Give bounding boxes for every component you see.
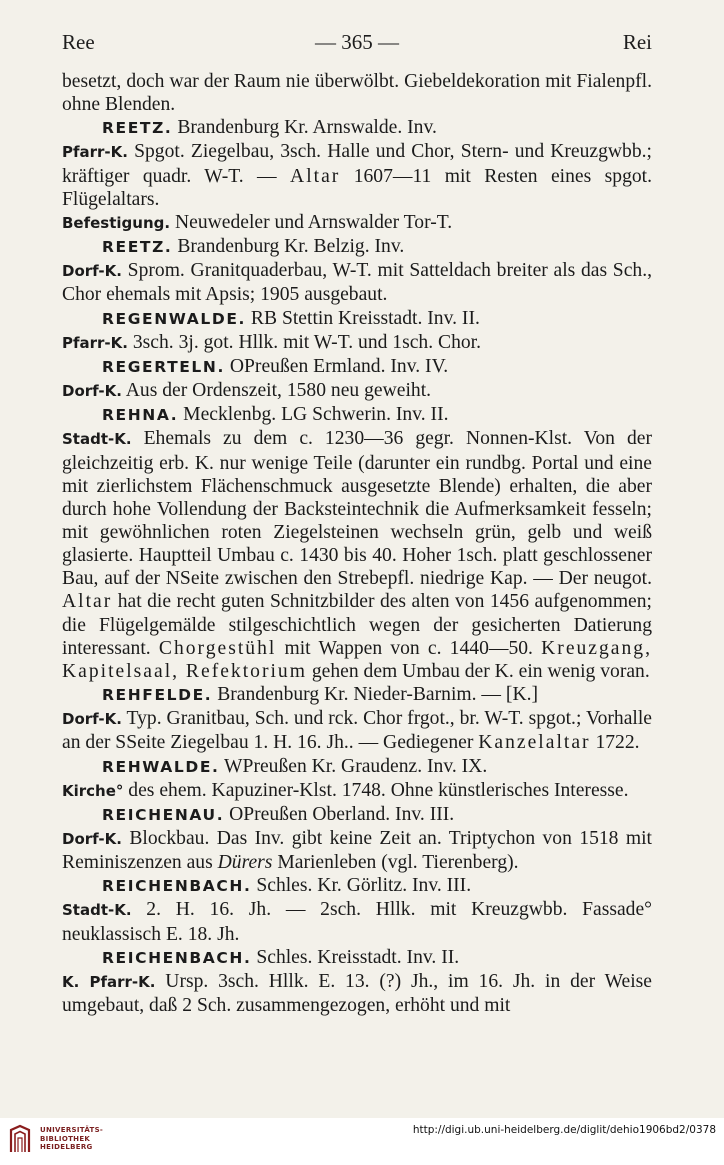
place-name: REETZ. (102, 119, 173, 138)
entry-text: Stadt-K. Ehemals zu dem c. 1230—36 gegr. Nonnen-Klst. Von der gleichzeitig erb. K. nur wenige Teile (darunter ein rundbg. Portal und eine mit zierlichstem Flächenschmuck ausgesetzte Blende) erhalten, die aber durch hohe Vollendung der Backsteintechnik die Aufmerksamkeit fesseln; mit gewöhnlichen roten Ziegelsteinen wechseln grün, gelb und weiß glasierte. Hauptteil Umbau c. 1430 bis 40. Hoher 1sch. platt geschlossener Bau, auf der NSeite zwischen den Strebepfl. niedrige Kap. — Der neugot. Altar hat die recht guten Schnitzbilder des alten von 1456 aufgenommen; die Flügelgemälde stilgeschichtlich wegen der gesicherten Datierung interessant. Chorgestühl mit Wappen von c. 1440—50. Kreuzgang, Kapitelsaal, Refektorium gehen dem Umbau der K. ein wenig voran. (62, 428, 652, 682)
entry-text: Pfarr-K. 3sch. 3j. got. Hllk. mit W-T. und 1sch. Chor. (62, 331, 482, 353)
entry-heading-reichenbach-goerlitz: REICHENBACH. Schles. Kr. Görlitz. Inv. III. (102, 875, 472, 897)
building-label: Stadt-K. (62, 901, 132, 920)
entry-text: K. Pfarr-K. Ursp. 3sch. Hllk. E. 13. (?) Jh., im 16. Jh. in der Weise umgebaut, daß 2 Sch. zusammengezogen, erhöht und mit (62, 970, 652, 1017)
entry-heading-regerteln: REGERTELN. OPreußen Ermland. Inv. IV. (102, 355, 449, 377)
entry-text: Kirche° des ehem. Kapuziner-Klst. 1748. Ohne künstlerisches Interesse. (62, 779, 629, 801)
building-label: Kirche° (62, 781, 124, 800)
place-name: REGENWALDE. (102, 309, 247, 328)
entry-heading-reetz-arnswalde: REETZ. Brandenburg Kr. Arnswalde. Inv. (102, 117, 437, 139)
building-label: Stadt-K. (62, 430, 132, 449)
entry-text: Dorf-K. Blockbau. Das Inv. gibt keine Zeit an. Triptychon von 1518 mit Reminiszenzen aus Dürers Marienleben (vgl. Tierenberg). (62, 828, 652, 874)
place-name: REETZ. (102, 238, 173, 257)
building-label: Befestigung. (62, 213, 171, 232)
running-head-right: Rei (622, 30, 652, 54)
place-name: REHFELDE. (102, 686, 213, 705)
place-name: REICHENAU. (102, 805, 225, 824)
entry-text: Pfarr-K. Spgot. Ziegelbau, 3sch. Halle und Chor, Stern- und Kreuzgwbb.; kräftiger quadr. W-T. — Altar 1607—11 mit Resten eines spgot. Flügelaltars. (62, 141, 652, 210)
entry-heading-reichenau: REICHENAU. OPreußen Oberland. Inv. III. (102, 803, 455, 825)
source-url-link[interactable]: http://digi.ub.uni-heidelberg.de/diglit/dehio1906bd2/0378 (412, 1124, 716, 1136)
place-name: REHWALDE. (102, 757, 220, 776)
place-name: REICHENBACH. (102, 877, 252, 896)
building-label: Pfarr-K. (62, 143, 128, 162)
entry-heading-rehwalde: REHWALDE. WPreußen Kr. Graudenz. Inv. IX. (102, 755, 488, 777)
place-name: REHNA. (102, 406, 179, 425)
entry-text: Dorf-K. Typ. Granitbau, Sch. und rck. Chor frgot., br. W-T. spgot.; Vorhalle an der SSeite Ziegelbau 1. H. 16. Jh.. — Gediegener Kanzelaltar 1722. (62, 708, 652, 754)
running-head (62, 30, 652, 58)
place-name: REICHENBACH. (102, 948, 252, 967)
entry-text: Befestigung. Neuwedeler und Arnswalder Tor-T. (62, 211, 453, 233)
entry-heading-rehna: REHNA. Mecklenbg. LG Schwerin. Inv. II. (102, 404, 449, 426)
entry-text: Stadt-K. 2. H. 16. Jh. — 2sch. Hllk. mit Kreuzgwbb. Fassade° neuklassisch E. 18. Jh. (62, 899, 652, 945)
building-label: Dorf-K. (62, 830, 122, 848)
page-number: — 365 — (315, 30, 399, 54)
entry-heading-rehfelde: REHFELDE. Brandenburg Kr. Nieder-Barnim. — [K.] (102, 684, 539, 706)
university-seal-icon (8, 1124, 32, 1154)
entry-text: Dorf-K. Sprom. Granitquaderbau, W-T. mit Satteldach breiter als das Sch., Chor ehemals mit Apsis; 1905 ausgebaut. (62, 260, 652, 306)
building-label: Dorf-K. (62, 710, 122, 729)
building-label: Dorf-K. (62, 382, 122, 401)
running-head-left: Ree (62, 30, 95, 54)
paragraph-continuation: besetzt, doch war der Raum nie überwölbt. Giebeldekoration mit Fialenpfl. ohne Blenden. (62, 71, 652, 116)
building-label: Dorf-K. (62, 262, 122, 281)
entry-heading-reetz-belzig: REETZ. Brandenburg Kr. Belzig. Inv. (102, 236, 405, 258)
entry-heading-reichenbach-kreisstadt: REICHENBACH. Schles. Kreisstadt. Inv. II. (102, 946, 460, 968)
building-label: K. Pfarr-K. (62, 972, 156, 991)
entry-heading-regenwalde: REGENWALDE. RB Stettin Kreisstadt. Inv. II. (102, 307, 480, 329)
library-logo-text: UNIVERSITÄTS- BIBLIOTHEK HEIDELBERG (40, 1126, 104, 1152)
page-body (62, 70, 652, 1017)
building-label: Pfarr-K. (62, 333, 128, 352)
entry-text: Dorf-K. Aus der Ordenszeit, 1580 neu geweiht. (62, 380, 432, 402)
place-name: REGERTELN. (102, 357, 225, 376)
